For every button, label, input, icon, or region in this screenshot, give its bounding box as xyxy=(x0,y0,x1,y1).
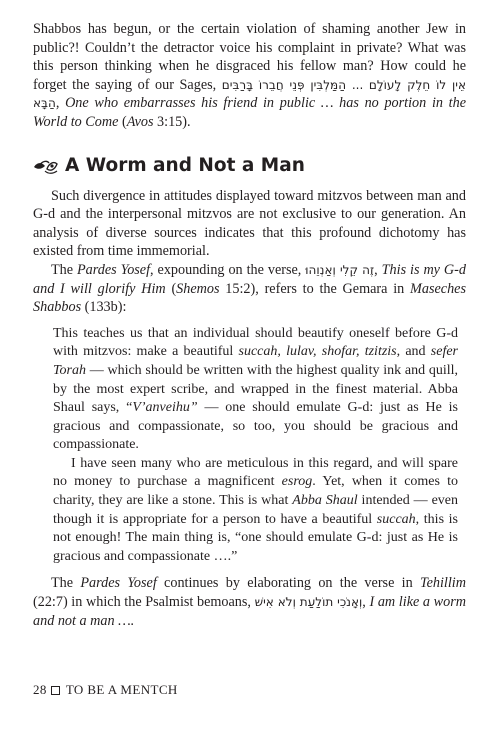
source-name: Tehillim xyxy=(420,575,466,592)
text-run: Shabbos has begun, or the certain violation of shaming another Jew in public?! Couldn’t the detractor voice his complaint in private? What was this person thinking when he disgraced his fellow man? How could he forget the saying of our Sages, xyxy=(33,21,466,93)
hebrew-quote: אֵין לוֹ חֵלֶק לָעוֹלָם הַבָּא xyxy=(33,77,466,111)
ornament-icon xyxy=(33,157,59,175)
square-separator-icon xyxy=(51,686,60,695)
hebrew-quote: ... הַמַּלְבִּין פְּנֵי חֲבֵרוֹ בָּרַבִּים xyxy=(221,77,364,92)
running-title: TO BE A MENTCH xyxy=(65,682,178,697)
source-name: Pardes Yosef xyxy=(80,575,157,592)
source-name: Pardes Yosef xyxy=(77,261,151,278)
page-number: 28 xyxy=(33,682,47,697)
translation: One who embarrasses his friend in public … has no portion in the World to Come xyxy=(33,95,467,130)
paragraph-intro: Shabbos has begun, or the certain violation of shaming another Jew in public?! Couldn’t the detractor voice his complaint in private? What was this person thinking when he disgraced his fellow man? How could he forget the saying of our Sages, ... הַמַּלְבִּין פְּנֵי חֲבֵרוֹ בָּרַבִּים אֵין לוֹ חֵלֶק לָעוֹלָם הַבָּא, One who embarrasses his friend in public … has no portion in the World to Come (Avos 3:15). xyxy=(33,21,467,130)
source-name: Avos xyxy=(126,113,154,130)
paragraph-pardes-yosef: The Pardes Yosef, expounding on the verse, זֶה קֵלִי וְאַנְוֵהוּ, This is my G-d and I will glorify Him (Shemos 15:2), refers to the Gemara in Maseches Shabbos (133b): xyxy=(33,261,466,316)
section-heading xyxy=(33,154,466,178)
source-name: Maseches Shabbos xyxy=(33,280,466,316)
block-quote xyxy=(33,325,466,567)
page-footer xyxy=(33,682,178,698)
quote-paragraph-1: This teaches us that an individual should beautify oneself before G-d with mitzvos: make a beautiful succah, lulav, shofar, tzitzis, and sefer Torah — which should be written with the highest quality ink and quill, by the most expert scribe, and wrapped in the finest material. Abba Shaul says, “V’anveihu” — one should emulate G-d: just as He is gracious and compassionate, so too, you should be gracious and compassionate. xyxy=(53,325,458,453)
page-content xyxy=(33,20,466,630)
paragraph-divergence: Such divergence in attitudes displayed toward mitzvos between man and G-d and the interpersonal mitzvos are not exclusive to our generation. An analysis of diverse sources indicates that this profound dichotomy has existed from time immemorial. xyxy=(33,187,466,260)
translation: I am like a worm and not a man …. xyxy=(33,594,466,629)
quote-paragraph-2: I have seen many who are meticulous in this regard, and will spare no money to purchase a magnificent esrog. Yet, when it comes to charity, they are like a stone. This is what Abba Shaul intended — even though it is appropriate for a person to have a beautiful succah, this is not enough! The main thing is, “one should emulate G-d: just as He is gracious and compassionate ….” xyxy=(53,455,458,564)
translation: This is my G-d and I will glorify Him xyxy=(33,261,466,297)
section-title: A Worm and Not a Man xyxy=(65,154,305,176)
source-name: Shemos xyxy=(176,280,220,297)
hebrew-quote: וְאָנֹכִי תוֹלַעַת וְלֹא אִישׁ xyxy=(254,595,363,610)
paragraph-tehillim: The Pardes Yosef continues by elaborating on the verse in Tehillim (22:7) in which the Psalmist bemoans, וְאָנֹכִי תוֹלַעַת וְלֹא אִישׁ, I am like a worm and not a man …. xyxy=(33,575,466,629)
hebrew-quote: זֶה קֵלִי וְאַנְוֵהוּ xyxy=(305,262,375,277)
